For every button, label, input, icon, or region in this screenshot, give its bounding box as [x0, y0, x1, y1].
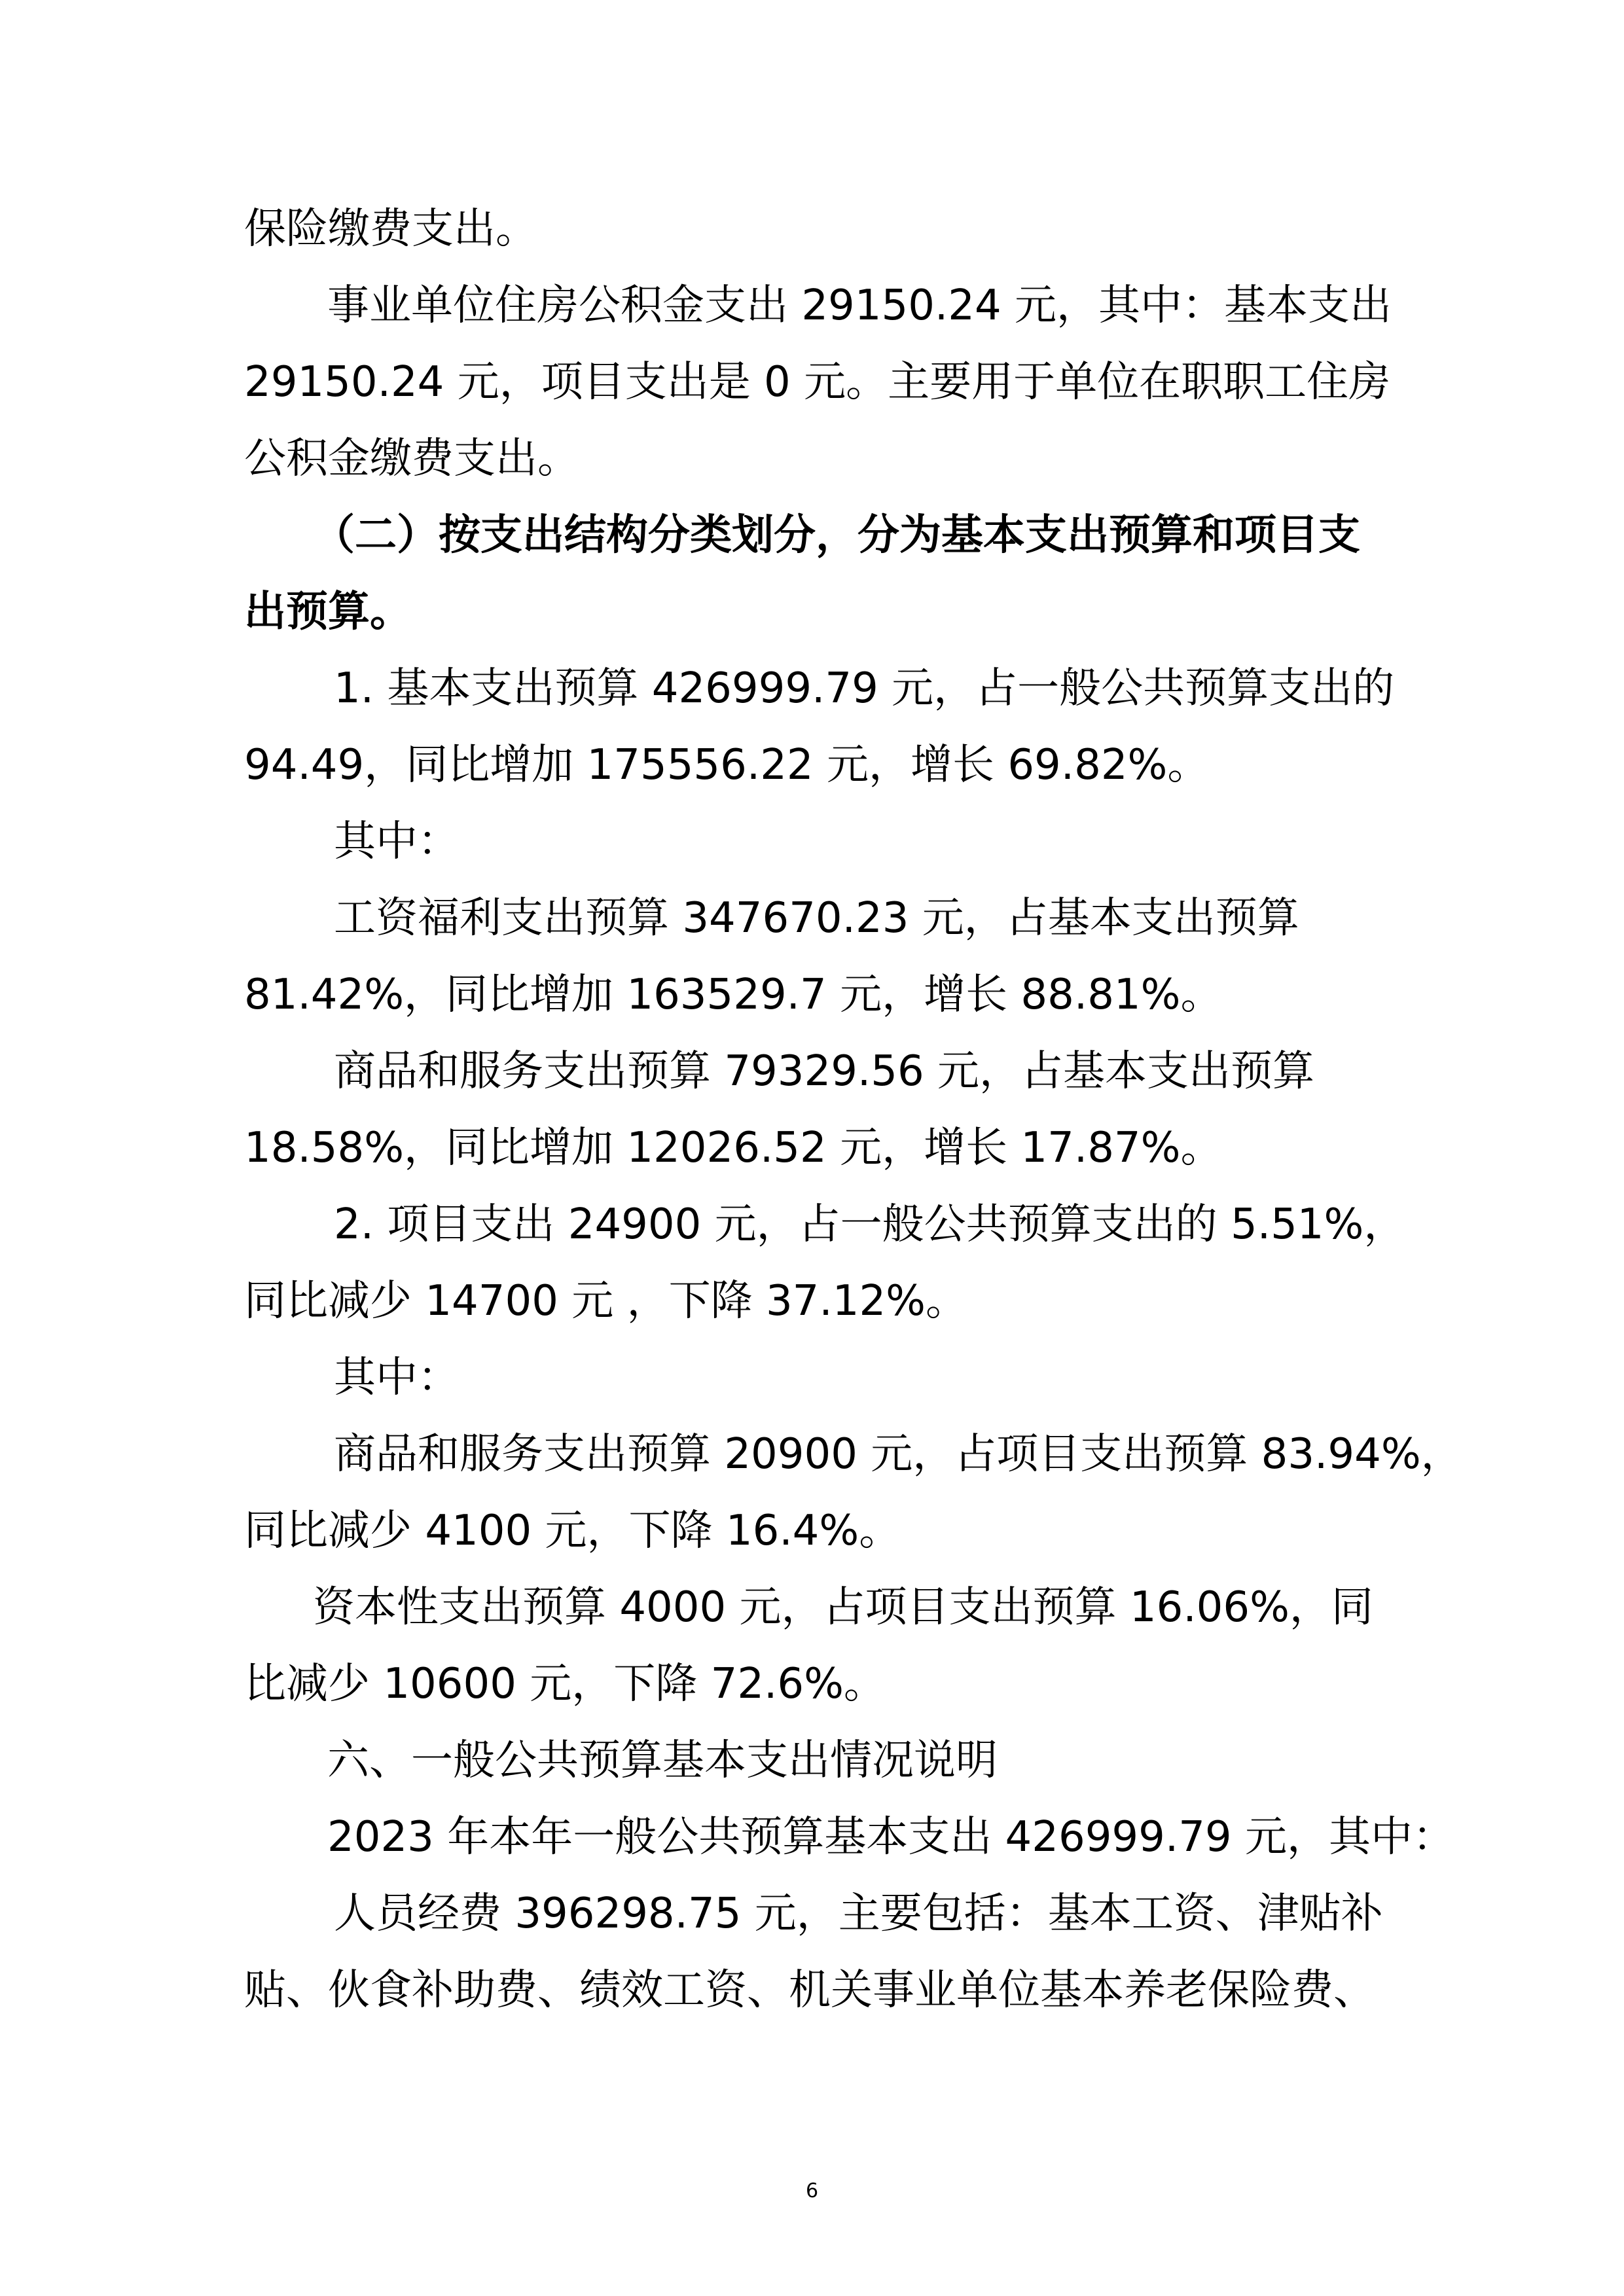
section-heading: （二）按支出结构分类划分，分为基本支出预算和项目支 [313, 511, 1360, 560]
text-line: 81.42%，同比增加 163529.7 元，增长 88.81%。 [244, 971, 1223, 1019]
page-number: 6 [805, 2179, 819, 2202]
text-line: 同比减少 14700 元 ，下降 37.12%。 [244, 1277, 967, 1325]
text-line: 保险缴费支出。 [244, 205, 537, 253]
text-line: 公积金缴费支出。 [244, 435, 579, 483]
text-line: 29150.24 元，项目支出是 0 元。主要用于单位在职职工住房 [244, 358, 1391, 406]
section-heading: 六、一般公共预算基本支出情况说明 [327, 1736, 998, 1785]
text-line: 贴、伙食补助费、绩效工资、机关事业单位基本养老保险费、 [244, 1966, 1375, 2015]
text-line: 工资福利支出预算 347670.23 元，占基本支出预算 [334, 894, 1299, 942]
text-line: 1. 基本支出预算 426999.79 元，占一般公共预算支出的 [334, 664, 1395, 713]
text-line: 事业单位住房公积金支出 29150.24 元，其中：基本支出 [327, 281, 1392, 330]
text-line: 人员经费 396298.75 元，主要包括：基本工资、津贴补 [334, 1890, 1383, 1938]
text-line: 其中： [334, 817, 460, 866]
text-line: 资本性支出预算 4000 元，占项目支出预算 16.06%，同 [313, 1583, 1373, 1632]
text-line: 2. 项目支出 24900 元，占一般公共预算支出的 5.51%， [334, 1200, 1406, 1249]
text-line: 商品和服务支出预算 20900 元，占项目支出预算 83.94%， [334, 1430, 1463, 1479]
text-line: 18.58%，同比增加 12026.52 元，增长 17.87%。 [244, 1124, 1223, 1172]
section-heading: 出预算。 [244, 588, 412, 636]
text-line: 其中： [334, 1354, 460, 1402]
text-line: 94.49，同比增加 175556.22 元，增长 69.82%。 [244, 741, 1210, 789]
text-line: 比减少 10600 元，下降 72.6%。 [244, 1660, 886, 1708]
text-line: 商品和服务支出预算 79329.56 元，占基本支出预算 [334, 1047, 1315, 1096]
text-line: 同比减少 4100 元，下降 16.4%。 [244, 1507, 901, 1555]
text-line: 2023 年本年一般公共预算基本支出 426999.79 元，其中： [327, 1813, 1454, 1861]
